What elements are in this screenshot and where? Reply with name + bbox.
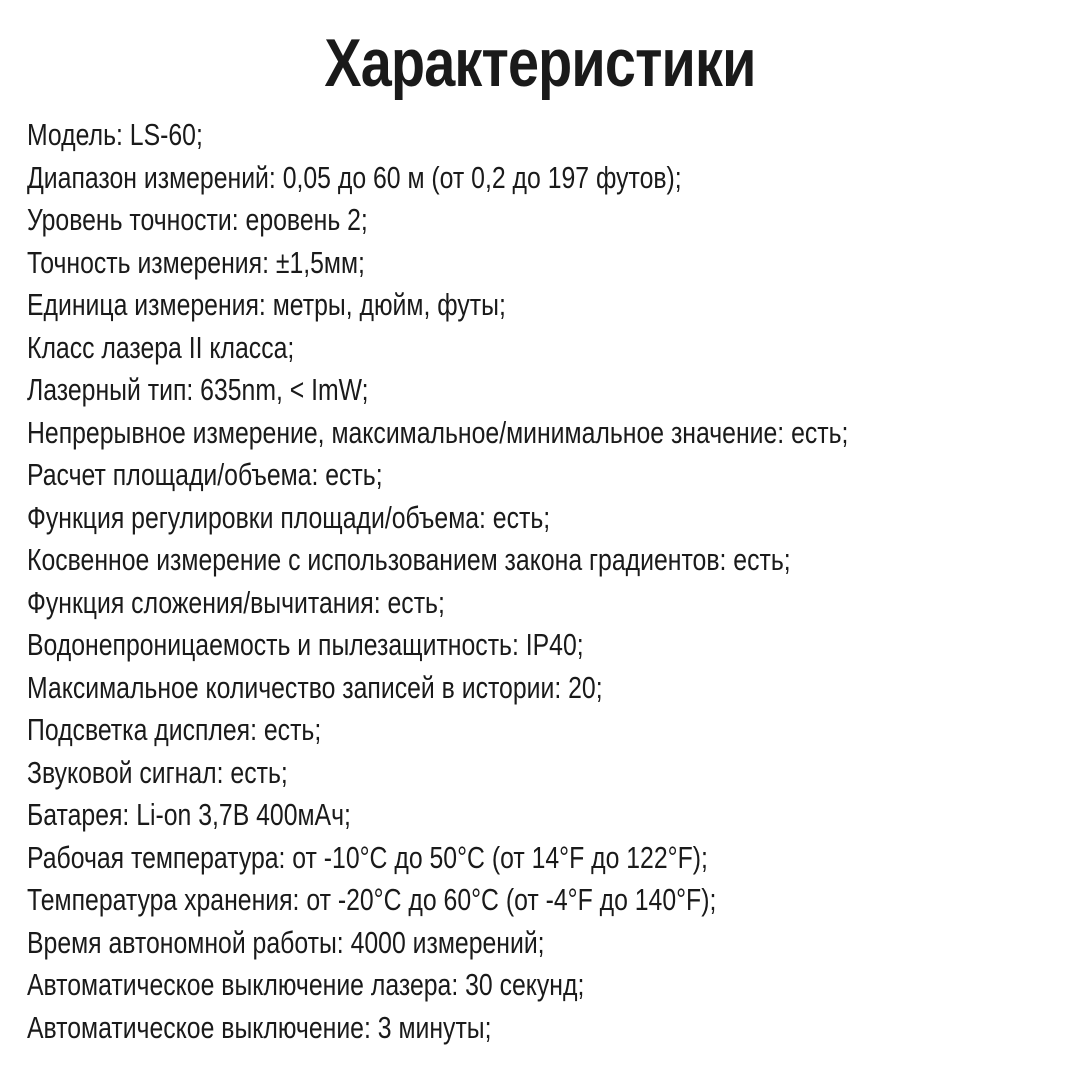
spec-item-area-volume: Расчет площади/объема: есть;: [27, 457, 383, 492]
spec-item-model: Модель: LS-60;: [27, 117, 203, 152]
spec-item-history-records: Максимальное количество записей в истории: 20;: [27, 669, 603, 705]
spec-item-backlight: Подсветка дисплея: есть;: [27, 712, 322, 747]
spec-item-add-subtract: Функция сложения/вычитания: есть;: [27, 584, 445, 620]
spec-list: [27, 114, 1067, 1049]
spec-item-continuous-measurement: Непрерывное измерение, максимальное/минимальное значение: есть;: [27, 414, 849, 450]
spec-item-laser-type: Лазерный тип: 635nm, < ImW;: [27, 372, 369, 407]
spec-item-accuracy-level: Уровень точности: еровень 2;: [27, 202, 368, 237]
spec-item-beep: Звуковой сигнал: есть;: [27, 754, 288, 790]
spec-item-laser-class: Класс лазера II класса;: [27, 329, 295, 365]
spec-item-laser-auto-off: Автоматическое выключение лазера: 30 секунд;: [27, 967, 585, 1002]
spec-item-indirect-measurement: Косвенное измерение с использованием закона градиентов: есть;: [27, 542, 791, 577]
spec-item-battery: Батарея: Li-on 3,7В 400мАч;: [27, 797, 351, 832]
page-title: Характеристики: [324, 25, 756, 101]
spec-item-operating-temperature: Рабочая температура: от -10°C до 50°C (от 14°F до 122°F);: [27, 839, 708, 875]
spec-item-auto-off: Автоматическое выключение: 3 минуты;: [27, 1009, 492, 1045]
spec-item-units: Единица измерения: метры, дюйм, футы;: [27, 287, 506, 322]
spec-item-ip-rating: Водонепроницаемость и пылезащитность: IP40;: [27, 627, 584, 662]
spec-item-area-volume-adjust: Функция регулировки площади/объема: есть;: [27, 499, 551, 535]
spec-item-measurement-accuracy: Точность измерения: ±1,5мм;: [27, 244, 365, 280]
spec-item-storage-temperature: Температура хранения: от -20°C до 60°C (от -4°F до 140°F);: [27, 882, 717, 917]
spec-item-battery-life: Время автономной работы: 4000 измерений;: [27, 924, 545, 960]
spec-item-range: Диапазон измерений: 0,05 до 60 м (от 0,2 до 197 футов);: [27, 159, 682, 195]
